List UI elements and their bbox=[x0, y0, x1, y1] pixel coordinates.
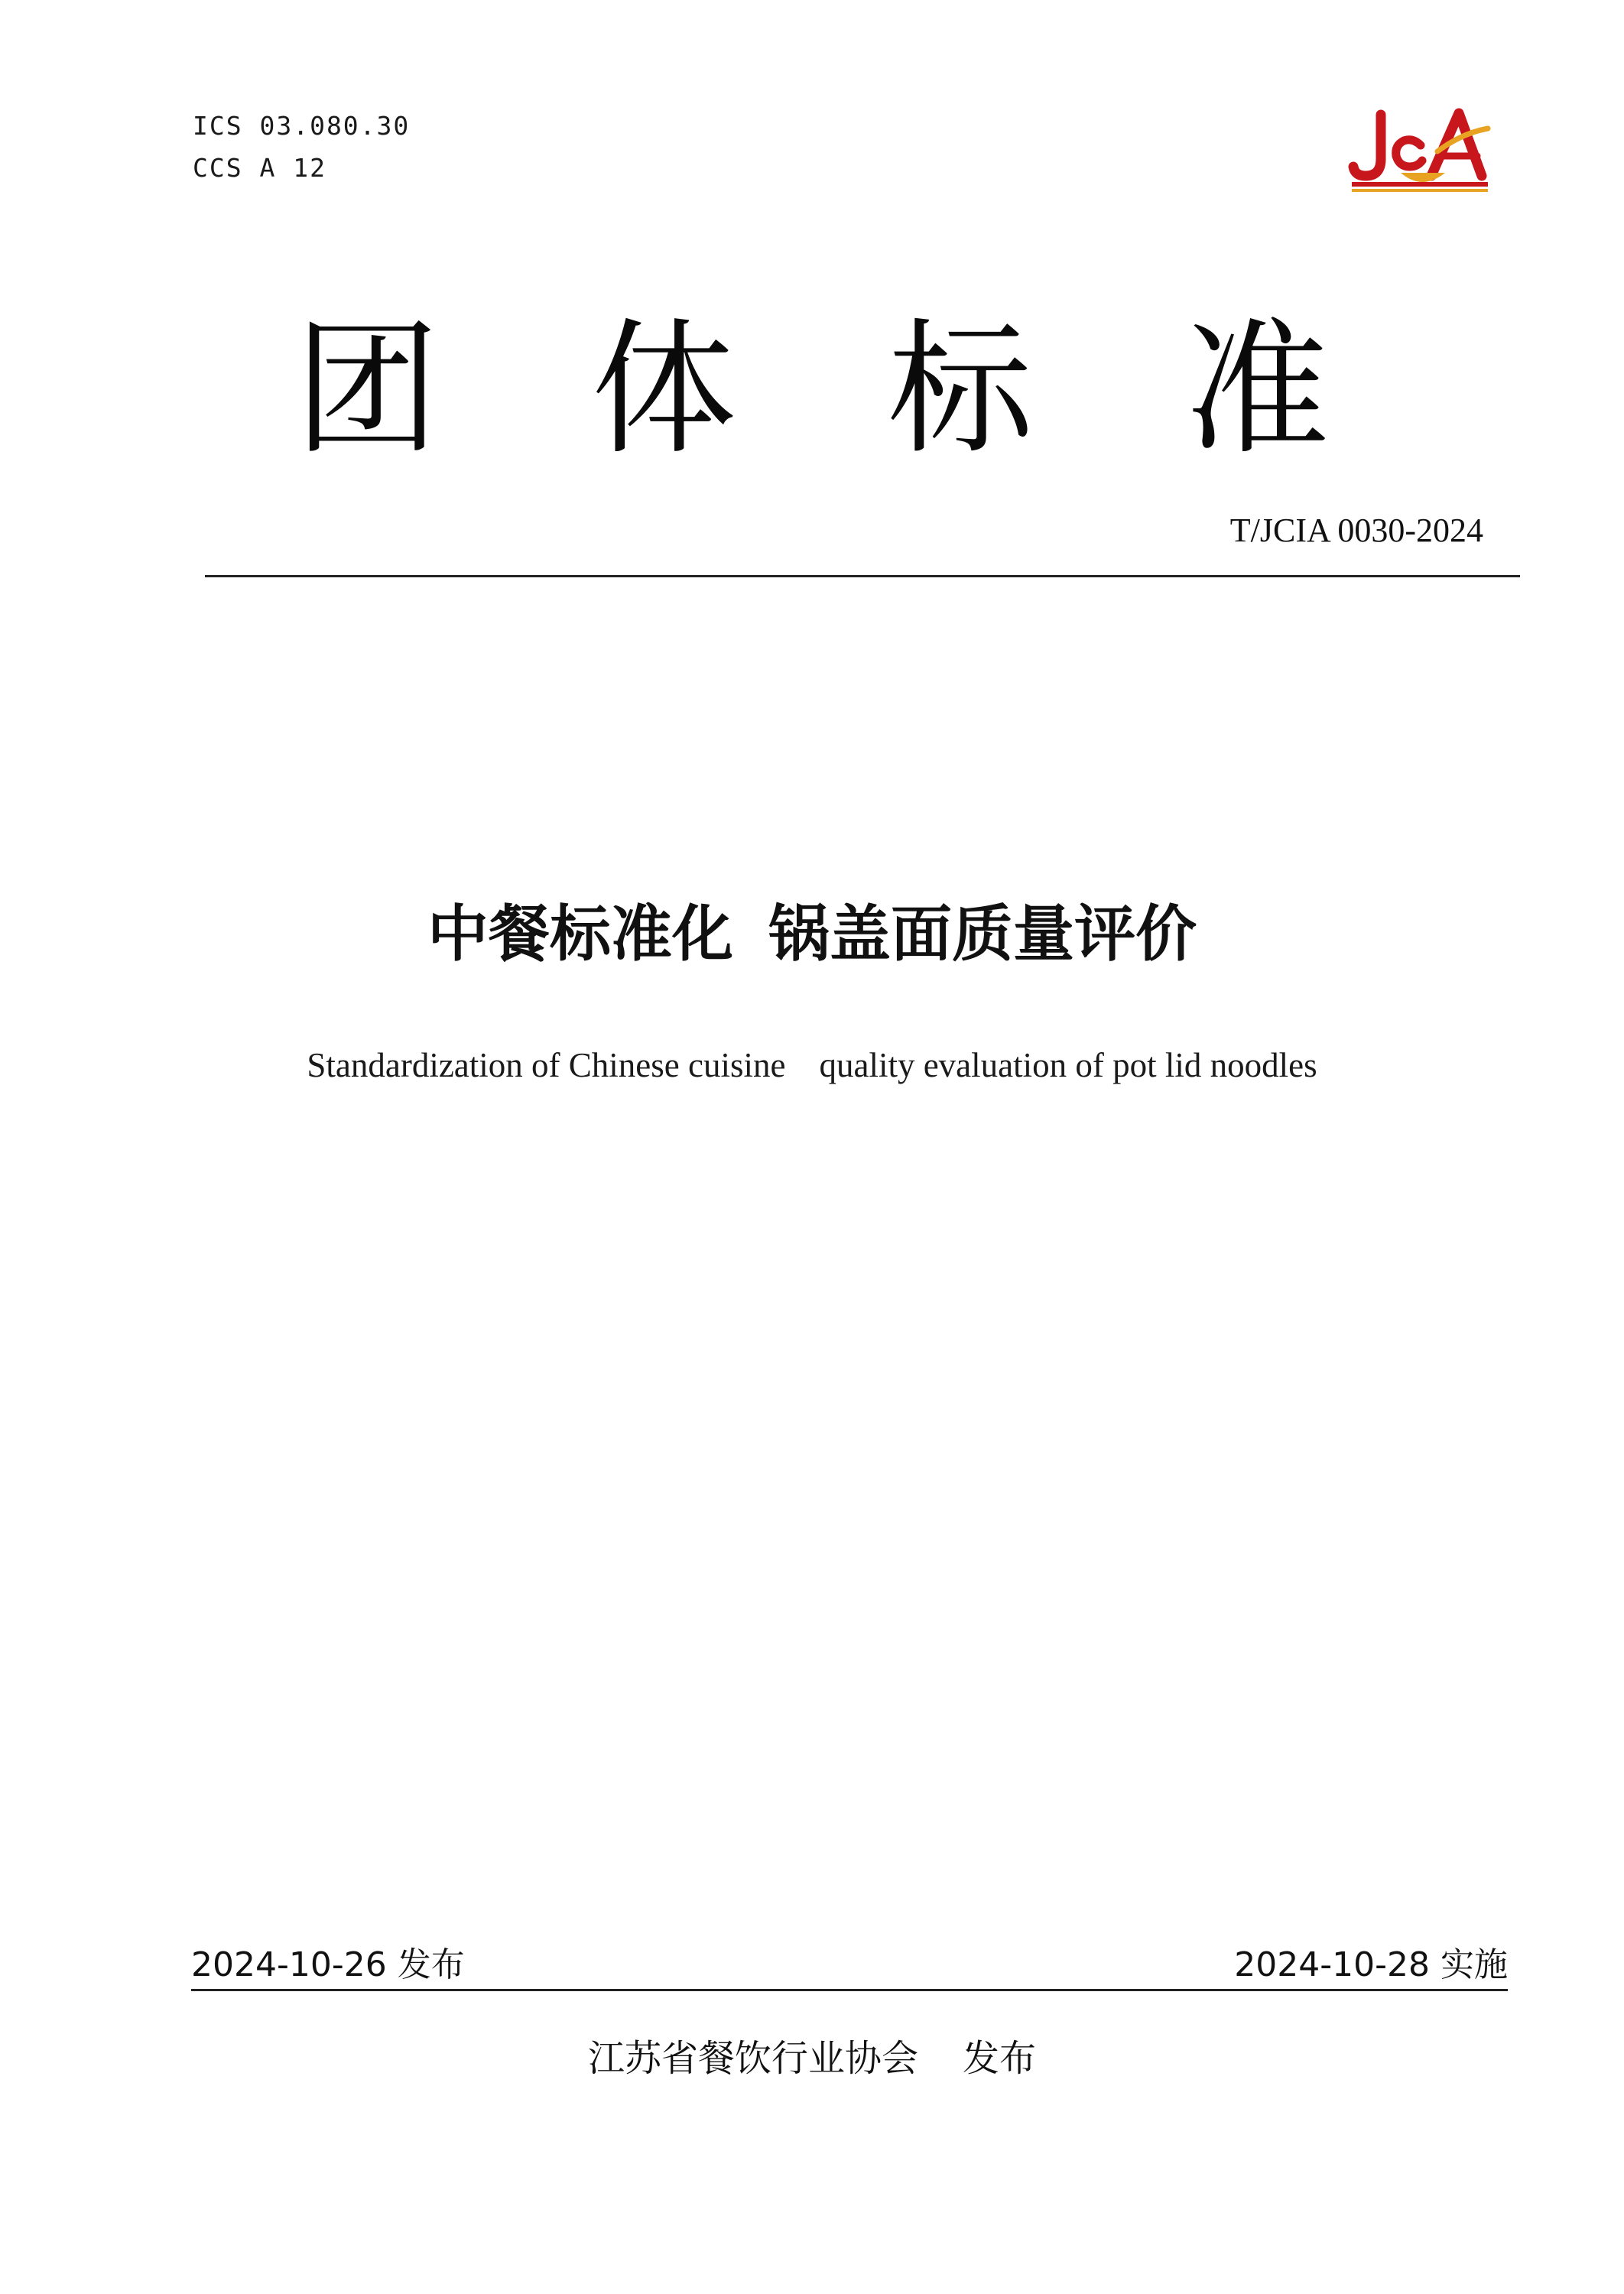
logo-base-bar-gold bbox=[1352, 189, 1488, 192]
logo-base-bar bbox=[1352, 182, 1488, 187]
ccs-code: CCS A 12 bbox=[193, 153, 326, 183]
ics-code: ICS 03.080.30 bbox=[193, 111, 411, 141]
title-chinese-part1: 中餐标准化 bbox=[427, 898, 733, 970]
header-divider bbox=[205, 575, 1520, 577]
document-type-heading: 团体标准 bbox=[294, 305, 1481, 474]
title-english-part1: Standardization of Chinese cuisine bbox=[307, 1046, 786, 1084]
title-chinese bbox=[0, 896, 1624, 973]
publisher-action: 发布 bbox=[963, 2037, 1037, 2080]
publisher-line bbox=[0, 2036, 1624, 2081]
implement-date: 2024-10-28 实施 bbox=[1234, 1945, 1508, 1984]
logo-letter-a bbox=[1431, 113, 1482, 176]
logo-letter-c bbox=[1396, 140, 1422, 167]
title-english bbox=[0, 1045, 1624, 1086]
logo-bowl bbox=[1401, 173, 1445, 182]
publisher-name: 江苏省餐饮行业协会 bbox=[587, 2037, 918, 2080]
footer-divider bbox=[191, 1989, 1508, 1991]
logo-letter-j bbox=[1353, 115, 1381, 176]
title-chinese-part2: 锅盖面质量评价 bbox=[768, 898, 1197, 970]
publish-date: 2024-10-26 发布 bbox=[191, 1945, 465, 1984]
standard-number: T/JCIA 0030-2024 bbox=[1229, 512, 1483, 549]
jca-logo bbox=[1347, 106, 1492, 197]
title-english-part2: quality evaluation of pot lid noodles bbox=[819, 1046, 1317, 1084]
